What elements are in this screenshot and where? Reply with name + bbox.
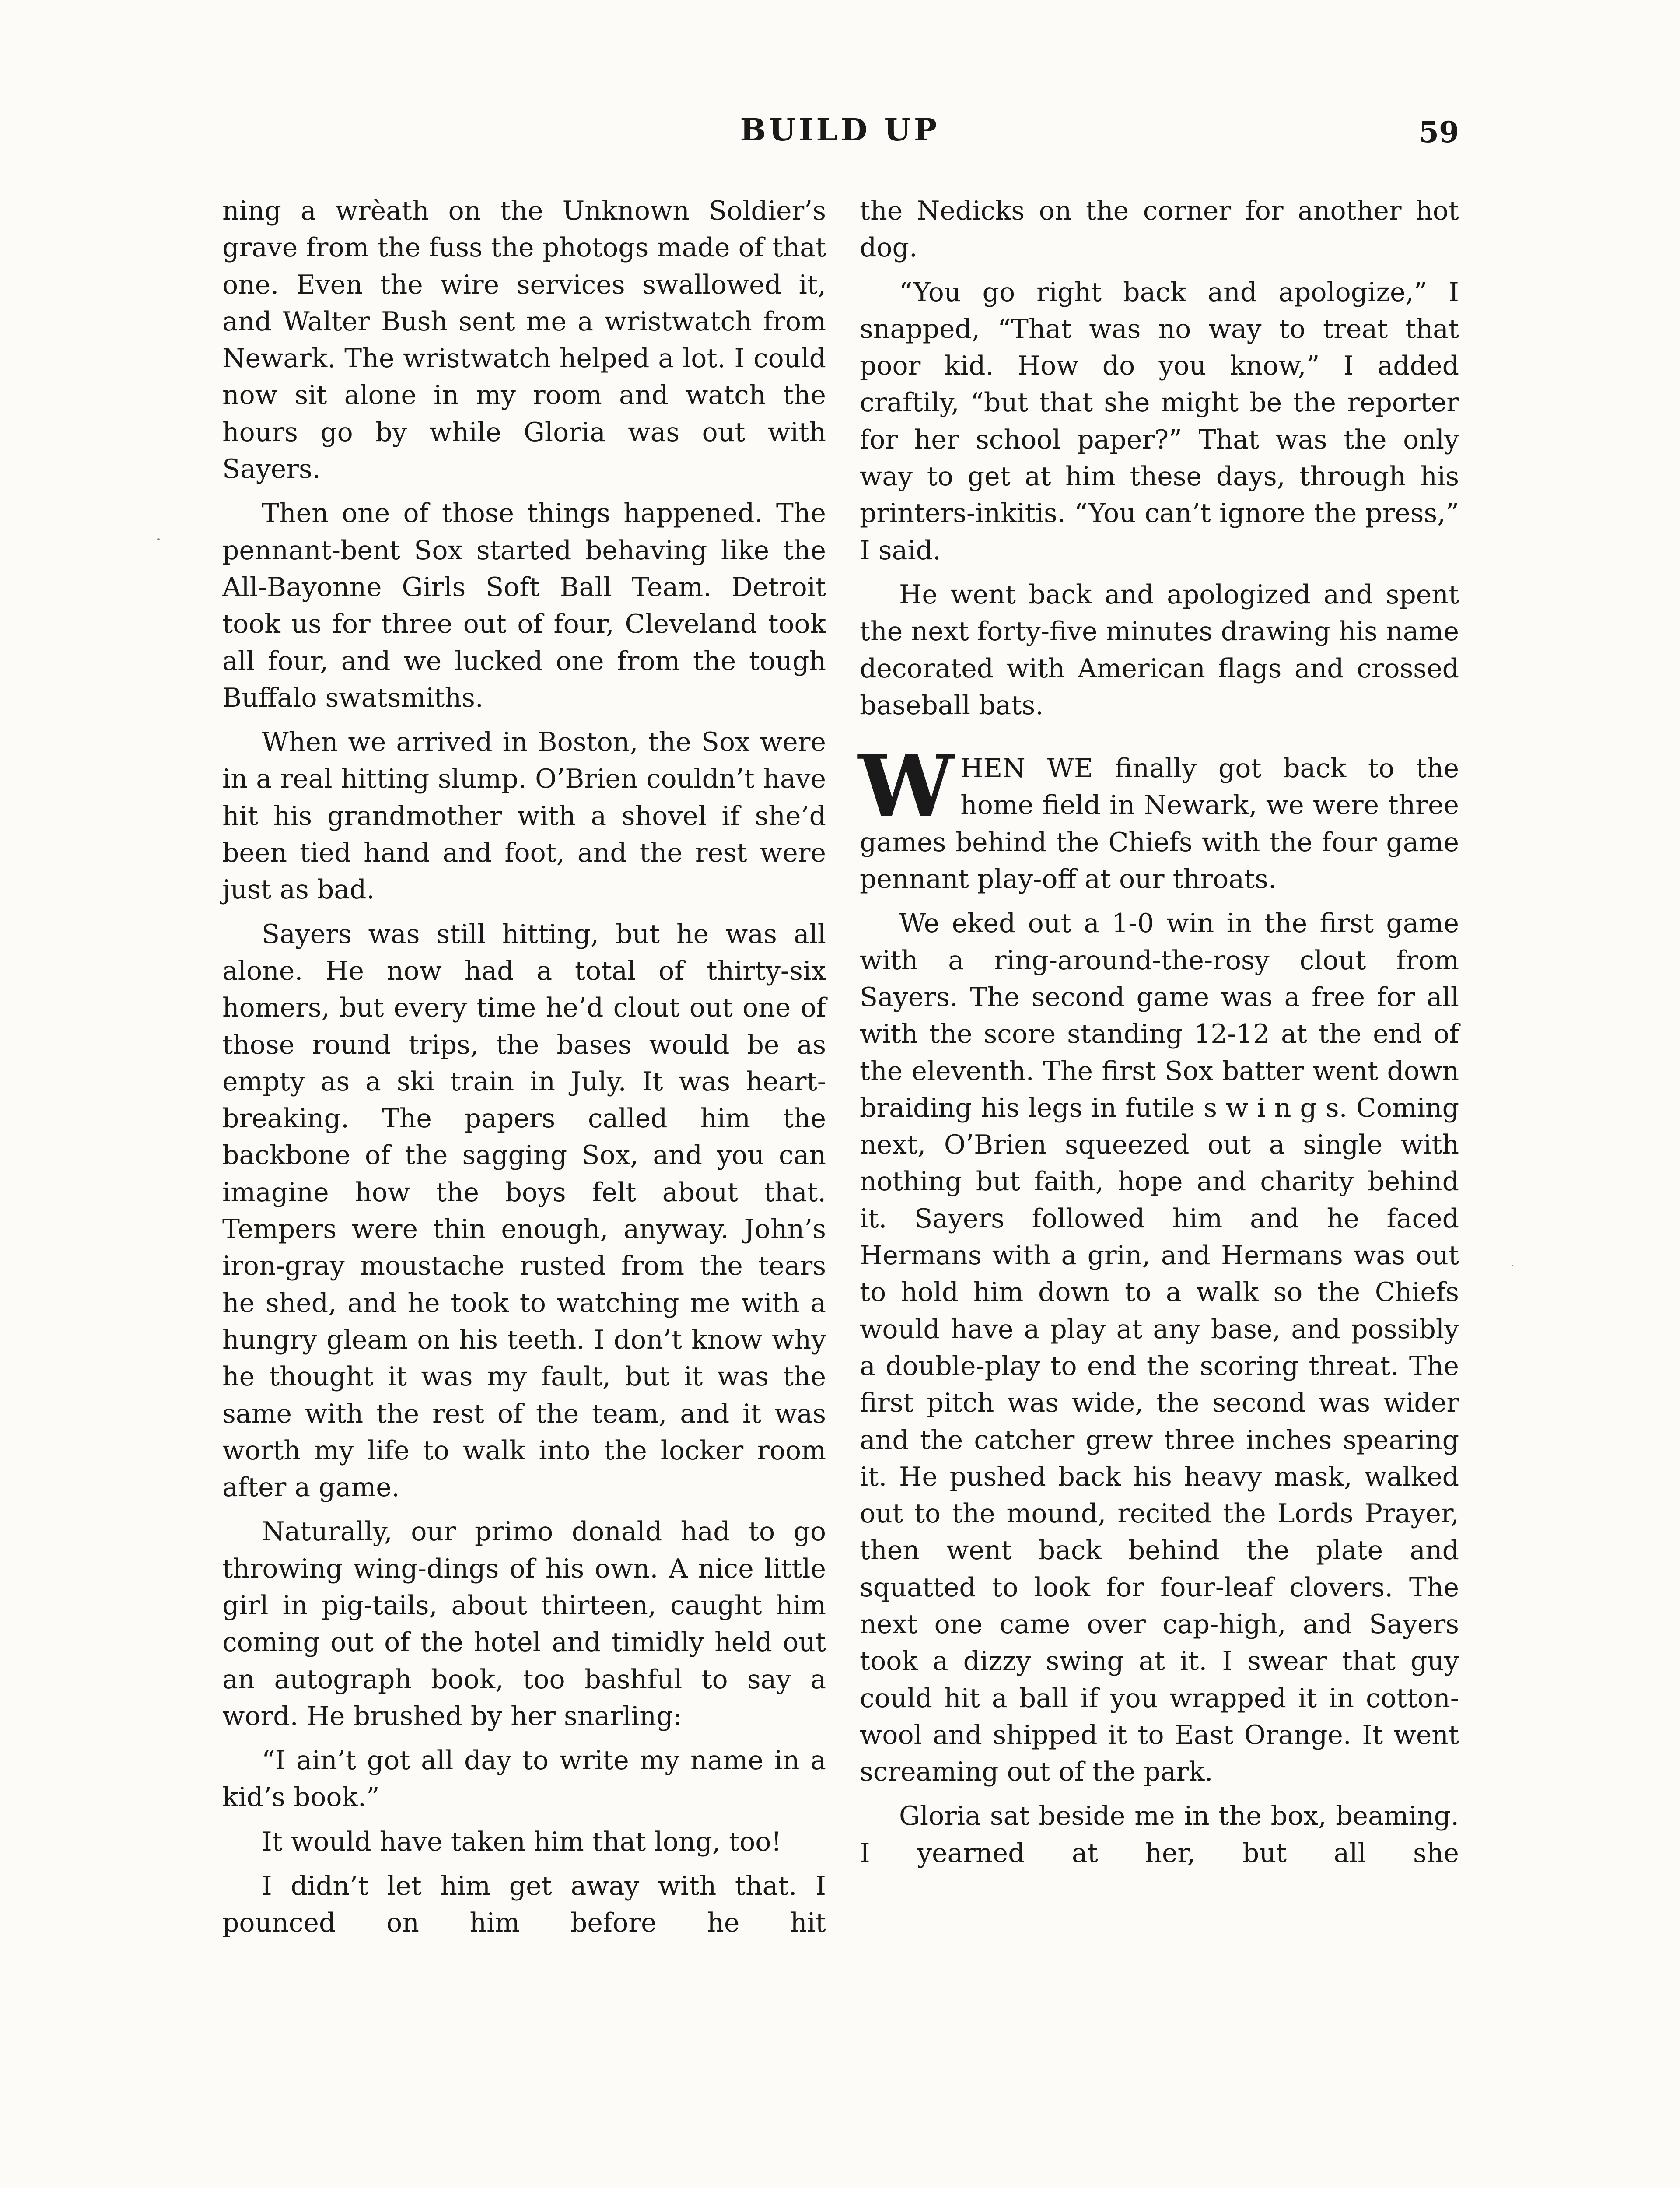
right-column: [860, 193, 1459, 1879]
section-opening-text: HEN WE finally got back to the home field in Newark, we were three games behind the Chiefs with the four game pennant play-off at our throats.: [860, 753, 1459, 895]
paragraph: We eked out a 1-0 win in the first game with a ring-around-the-rosy clout from Sayers. The second game was a free for all with the score standing 12-12 at the end of the eleventh. The first Sox batter went down braiding his legs in futile s w i n g s. Coming next, O’Brien squeezed out a single with nothing but faith, hope and charity behind it. Sayers followed him and he faced Hermans with a grin, and Hermans was out to hold him down to a walk so the Chiefs would have a play at any base, and possibly a double-play to end the scoring threat. The first pitch was wide, the second was wider and the catcher grew three inches spearing it. He pushed back his heavy mask, walked out to the mound, recited the Lords Prayer, then went back behind the plate and squatted to look for four-leaf clovers. The next one came over cap-high, and Sayers took a dizzy swing at it. I swear that guy could hit a ball if you wrapped it in cotton-wool and shipped it to East Orange. It went screaming out of the park.: [860, 908, 1459, 1788]
paragraph: Naturally, our primo donald had to go throwing wing-dings of his own. A nice little girl in pig-tails, about thirteen, caught him coming out of the hotel and timidly held out an autograph book, too bashful to say a word. He brushed by her snarling:: [222, 1516, 826, 1732]
left-column: [222, 193, 826, 1949]
paragraph: Gloria sat beside me in the box, beaming. I yearned at her, but all she: [860, 1801, 1459, 1869]
paragraph: Sayers was still hitting, but he was all alone. He now had a total of thirty-six homers, but every time he’d clout out one of those round trips, the bases would be as empty as a ski train in July. It was heart-breaking. The papers called him the backbone of the sagging Sox, and you can imagine how the boys felt about that. Tempers were thin enough, anyway. John’s iron-gray moustache rusted from the tears he shed, and he took to watching me with a hungry gleam on his teeth. I don’t know why he thought it was my fault, but it was the same with the rest of the team, and it was worth my life to walk into the locker room after a game.: [222, 919, 826, 1503]
paragraph: Then one of those things happened. The pennant-bent Sox started behaving like the All-Bayonne Girls Soft Ball Team. Detroit took us for three out of four, Cleveland took all four, and we lucked one from the tough Buffalo swatsmiths.: [222, 498, 826, 713]
page-header: [0, 112, 1680, 160]
print-speck: [158, 538, 160, 540]
paragraph: the Nedicks on the corner for another hot dog.: [860, 196, 1459, 263]
paragraph: ning a wrèath on the Unknown Soldier’s grave from the fuss the photogs made of that one. Even the wire services swallowed it, and Walter Bush sent me a wristwatch from Newark. The wristwatch helped a lot. I could now sit alone in my room and watch the hours go by while Gloria was out with Sayers.: [222, 196, 826, 485]
paragraph: I didn’t let him get away with that. I pounced on him before he hit: [222, 1871, 826, 1939]
drop-cap: W: [858, 736, 955, 837]
paragraph: “You go right back and apologize,” I snapped, “That was no way to treat that poor kid. How do you know,” I added craftily, “but that she might be the reporter for her school paper?” That was the only way to get at him these days, through his printers-inkitis. “You can’t ignore the press,” I said.: [860, 277, 1459, 566]
paragraph: “I ain’t got all day to write my name in a kid’s book.”: [222, 1745, 826, 1813]
paragraph: When we arrived in Boston, the Sox were in a real hitting slump. O’Brien couldn’t have hit his grandmother with a shovel if she’d been tied hand and foot, and the rest were just as bad.: [222, 727, 826, 905]
paragraph: He went back and apologized and spent the next forty-five minutes drawing his name decorated with American flags and crossed baseball bats.: [860, 579, 1459, 721]
section-opening-paragraph: [858, 736, 1459, 898]
print-speck: [1512, 1265, 1513, 1266]
paragraph: It would have taken him that long, too!: [262, 1826, 782, 1857]
running-title: BUILD UP: [740, 112, 940, 148]
page-number: 59: [1419, 115, 1459, 149]
